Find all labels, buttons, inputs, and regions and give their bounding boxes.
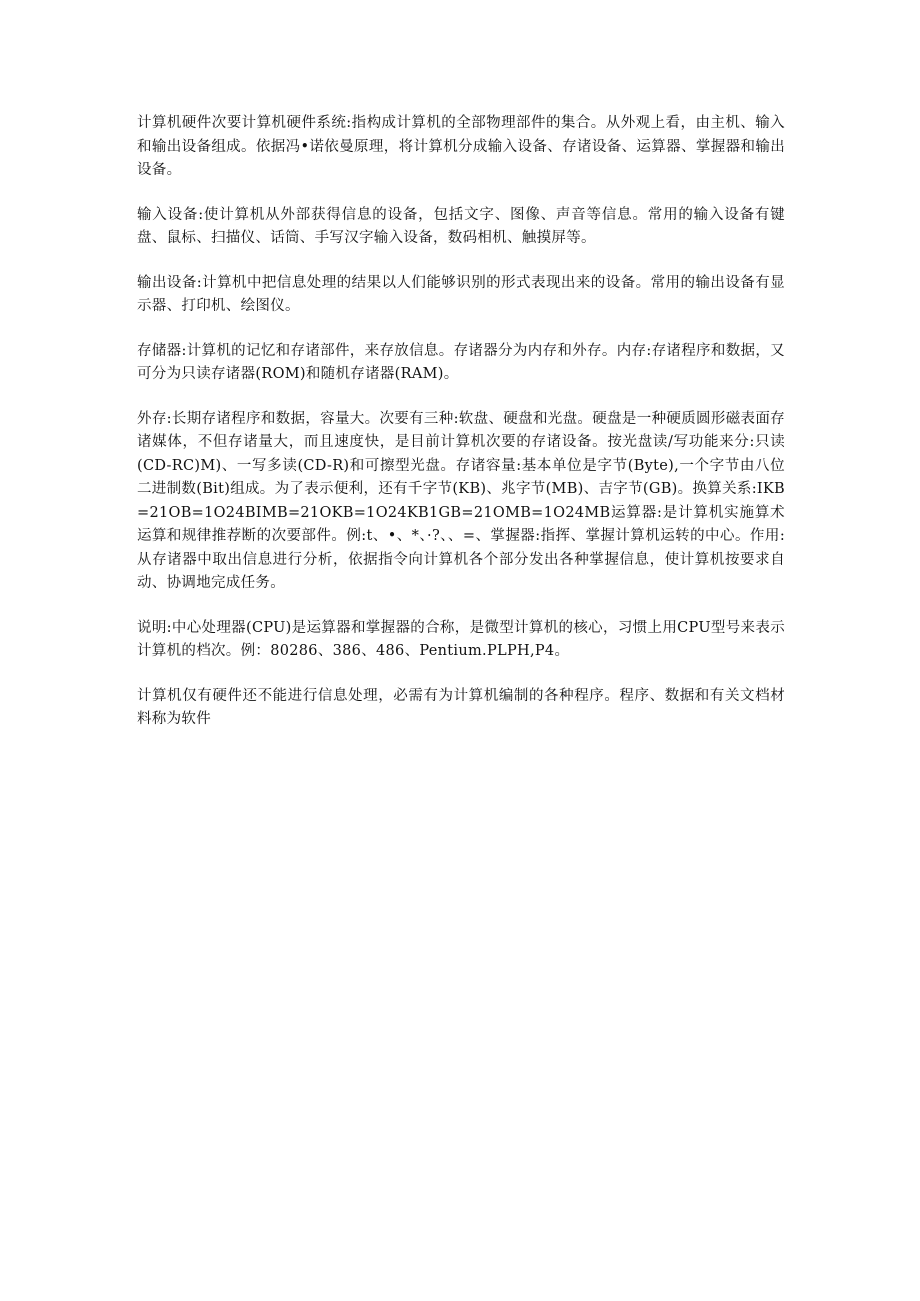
paragraph-cpu-note: 说明:中心处理器(CPU)是运算器和掌握器的合称，是微型计算机的核心，习惯上用CPU型号来表示计算机的档次。例：80286、386、486、Pentium.PLPH,P4。 [137,619,785,659]
paragraph-input-devices: 输入设备:使计算机从外部获得信息的设备，包括文字、图像、声音等信息。常用的输入设备有键盘、鼠标、扫描仪、话筒、手写汉字输入设备，数码相机、触摸屏等。 [137,206,785,246]
paragraph-software: 计算机仅有硬件还不能进行信息处理，必需有为计算机编制的各种程序。程序、数据和有关文档材料称为软件 [137,687,785,727]
paragraph-output-devices: 输出设备:计算机中把信息处理的结果以人们能够识别的形式表现出来的设备。常用的输出设备有显示器、打印机、绘图仪。 [137,274,785,314]
document-body [137,112,785,753]
paragraph-hardware-overview: 计算机硬件次要计算机硬件系统:指构成计算机的全部物理部件的集合。从外观上看，由主机、输入和输出设备组成。依据冯•诺依曼原理，将计算机分成输入设备、存诸设备、运算器、掌握器和输出设备。 [137,115,785,178]
paragraph-external-storage: 外存:长期存诸程序和数据，容量大。次要有三种:软盘、硬盘和光盘。硬盘是一种硬质圆形磁表面存诸媒体，不但存诸量大，而且速度快，是目前计算机次要的存诸设备。按光盘读/写功能来分:只读(CD-RC)M)、一写多读(CD-R)和可擦型光盘。存诸容量:基本单位是字节(Byte),一个字节由八位二进制数(Bit)组成。为了表示便利，还有千字节(KB)、兆字节(MB)、吉字节(GB)。换算关系:IKB=21OB=1O24BIMB=21OKB=1O24KB1GB=21OMB=1O24MB运算器:是计算机实施算术运算和规律推荐断的次要部件。例:t、•、*、·?、、=、掌握器:指挥、掌握计算机运转的中心。作用:从存诸器中取出信息进行分析，依据指令向计算机各个部分发出各种掌握信息，使计算机按要求自动、协调地完成任务。 [137,410,785,591]
paragraph-storage: 存储器:计算机的记忆和存诸部件，来存放信息。存诸器分为内存和外存。内存:存诸程序和数据，又可分为只读存诸器(ROM)和随机存诸器(RAM)。 [137,342,785,382]
